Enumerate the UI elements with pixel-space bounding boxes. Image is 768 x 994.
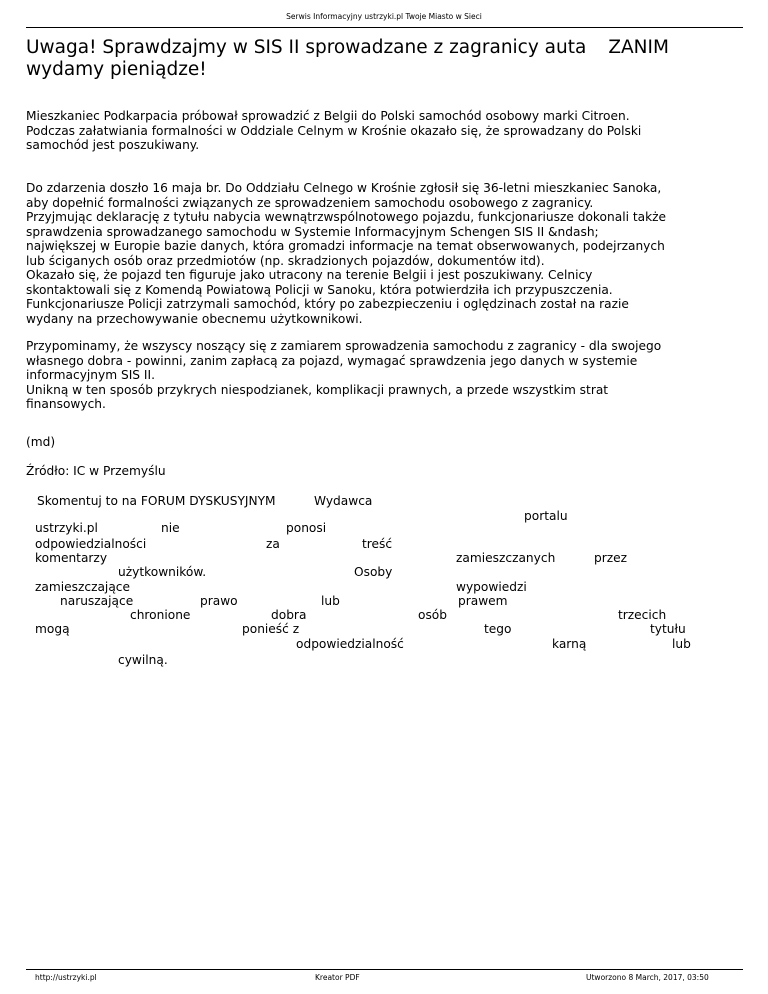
body-line: Przyjmując deklarację z tytułu nabycia wewnątrzwspólnotowego pojazdu, funkcjonariusze dokonali także [26,210,667,224]
disclaimer-word: odpowiedzialności [35,537,147,551]
disclaimer-word: zamieszczające [35,580,130,594]
body-line: Okazało się, że pojazd ten figuruje jako utracony na terenie Belgii i jest poszukiwany. Celnicy [26,268,593,282]
disclaimer-word: komentarzy [35,551,108,565]
disclaimer-word: zamieszczanych [456,551,556,565]
body-line: finansowych. [26,397,106,411]
source-line: Źródło: IC w Przemyślu [26,464,166,478]
disclaimer-word: tytułu [650,622,686,636]
footer-url[interactable]: http://ustrzyki.pl [35,973,97,982]
disclaimer-word: portalu [524,509,568,523]
disclaimer-word: trzecich [618,608,667,622]
body-line: sprawdzenia sprowadzanego samochodu w Systemie Informacyjnym Schengen SIS II &ndash; [26,224,599,239]
article-title-line2: wydamy pieniądze! [26,59,207,80]
disclaimer-word: lub [672,637,691,651]
body-line: Do zdarzenia doszło 16 maja br. Do Oddziału Celnego w Krośnie zgłosił się 36-letni mieszkaniec Sanoka, [26,181,662,195]
disclaimer-word: odpowiedzialność [296,637,404,651]
disclaimer-word: ponosi [286,521,327,535]
disclaimer-word: ustrzyki.pl [35,521,98,535]
article-title [26,36,743,59]
disclaimer-word: dobra [271,608,307,622]
disclaimer-word: treść [362,537,393,551]
disclaimer-word: ponieść z [242,622,300,636]
body-line: wydany na przechowywanie obecnemu użytkownikowi. [26,311,363,326]
article-title-zanim: ZANIM [608,37,669,58]
body-line: aby dopełnić formalności związanych ze sprowadzeniem samochodu osobowego z zagranicy. [26,195,594,210]
disclaimer-word: prawo [200,594,238,608]
footer-divider [26,969,743,970]
disclaimer-word: cywilną. [118,653,168,667]
disclaimer-word: prawem [458,594,508,608]
body-line: lub ściganych osób oraz przedmiotów (np. skradzionych pojazdów, dokumentów itd). [26,253,545,268]
body-line: Unikną w ten sposób przykrych niespodzianek, komplikacji prawnych, a przede wszystkim strat [26,382,609,397]
disclaimer-word: karną [552,637,587,651]
disclaimer-word: tego [484,622,512,636]
disclaimer-word: Wydawca [314,494,373,508]
page-header: Serwis Informacyjny ustrzyki.pl Twoje Miasto w Sieci [286,12,482,21]
disclaimer-word: wypowiedzi [456,580,527,594]
disclaimer-word: nie [161,521,180,535]
body-line: Funkcjonariusze Policji zatrzymali samochód, który po zabezpieczeniu i oględzinach został na razie [26,297,629,311]
body-line: Przypominamy, że wszyscy noszący się z zamiarem sprowadzenia samochodu z zagranicy - dla swojego [26,339,662,353]
lead-line: Mieszkaniec Podkarpacia próbował sprowadzić z Belgii do Polski samochód osobowy marki Citroen. [26,109,630,123]
lead-line: samochód jest poszukiwany. [26,138,200,152]
disclaimer-word: użytkowników. [118,565,207,579]
footer-generator: Kreator PDF [315,973,360,982]
lead-line: Podczas załatwiania formalności w Oddziale Celnym w Krośnie okazało się, że sprowadzany do Polski [26,123,642,138]
signature: (md) [26,435,56,449]
body-line: skontaktowali się z Komendą Powiatową Policji w Sanoku, która potwierdziła ich przypuszczenia. [26,282,613,297]
disclaimer-word: chronione [130,608,191,622]
disclaimer-word: za [266,537,280,551]
forum-link[interactable]: Skomentuj to na FORUM DYSKUSYJNYM [37,494,276,508]
disclaimer-word: przez [594,551,628,565]
header-divider [26,27,743,28]
disclaimer-word: mogą [35,622,70,636]
body-line: własnego dobra - powinni, zanim zapłacą za pojazd, wymagać sprawdzenia jego danych w systemie [26,353,638,368]
disclaimer-word: naruszające [60,594,134,608]
disclaimer-word: osób [418,608,447,622]
article-title-main: Uwaga! Sprawdzajmy w SIS II sprowadzane z zagranicy auta [26,37,587,58]
body-line: największej w Europie bazie danych, która gromadzi informacje na temat obserwowanych, podejrzanych [26,239,665,253]
disclaimer-word: lub [321,594,340,608]
footer-created: Utworzono 8 March, 2017, 03:50 [586,973,709,982]
body-line: informacyjnym SIS II. [26,368,155,382]
disclaimer-word: Osoby [354,565,393,579]
